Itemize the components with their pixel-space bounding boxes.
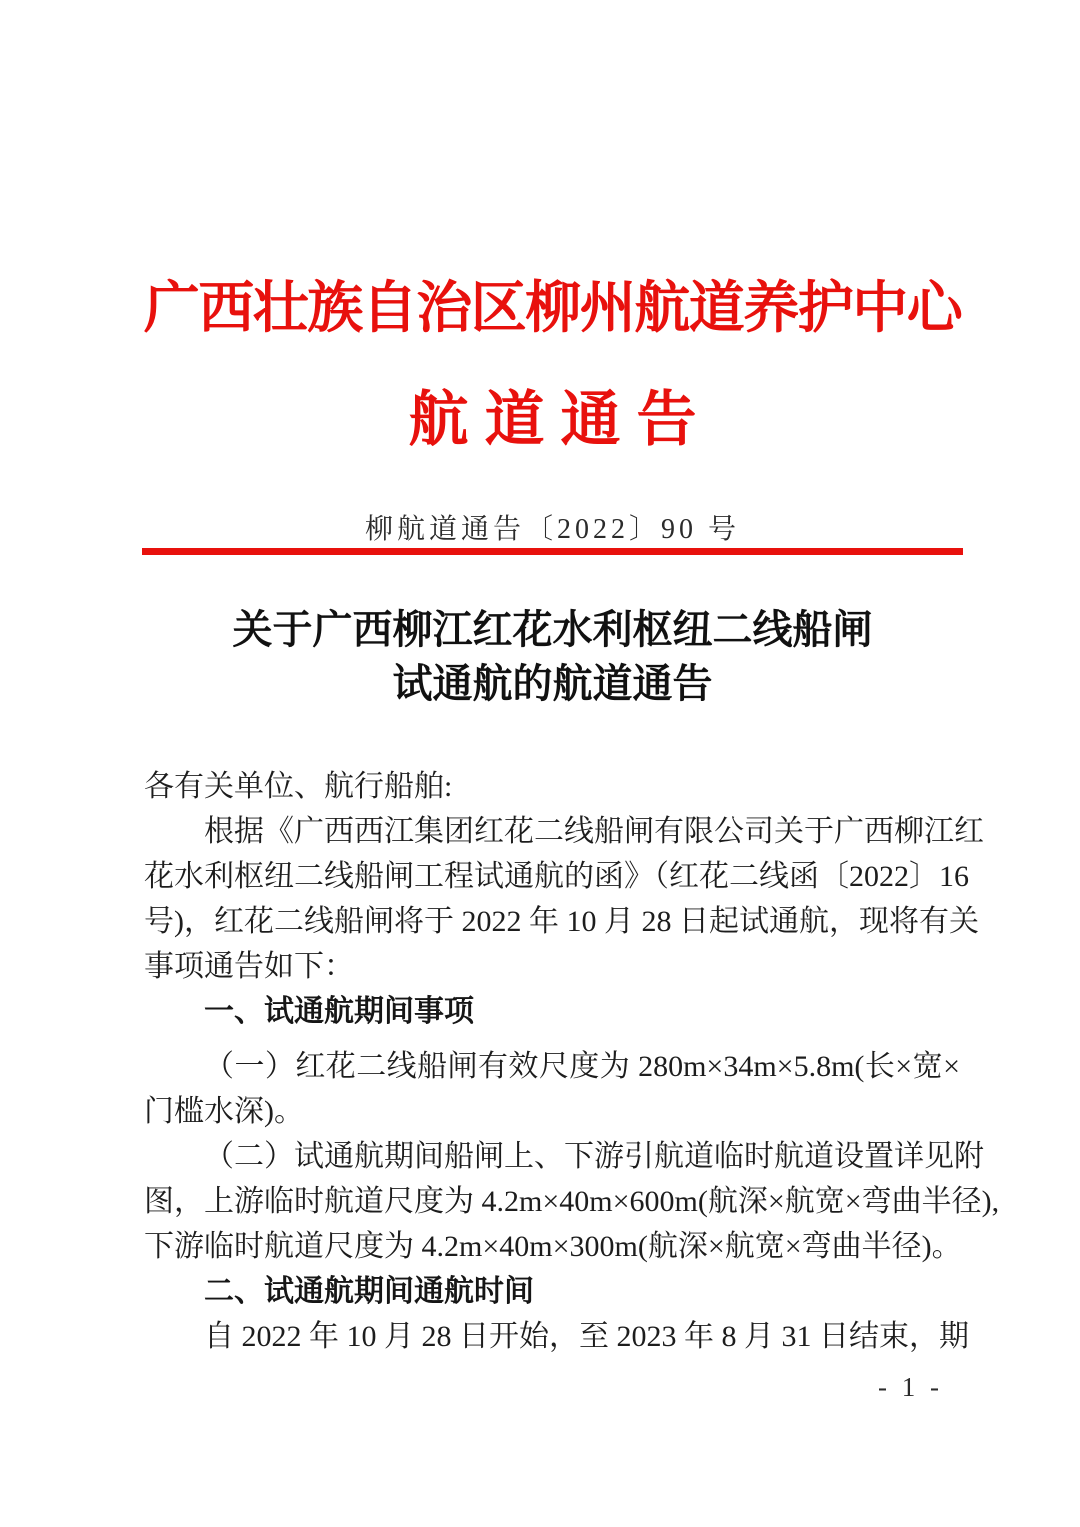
body-text-line: 各有关单位、航行船舶: (144, 770, 453, 803)
doc-number: 柳航道通告〔2022〕90 号 (364, 514, 740, 545)
doc-title (142, 603, 963, 711)
body-text-line: 事项通告如下： (144, 950, 354, 983)
body-text-line: 花水利枢纽二线船闸工程试通航的函》（红花二线函〔2022〕16 (144, 860, 969, 893)
body-text-line: 自 2022 年 10 月 28 日开始，至 2023 年 8 月 31 日结束，期 (204, 1320, 969, 1353)
red-divider-rule (142, 548, 963, 555)
body-text-line: 图，上游临时航道尺度为 4.2m×40m×600m(航深×航宽×弯曲半径), (144, 1185, 1000, 1218)
document-body (144, 764, 1000, 1359)
document-page (142, 0, 1000, 1527)
body-heading-line: 一、试通航期间事项 (204, 995, 474, 1028)
body-text-line: 下游临时航道尺度为 4.2m×40m×300m(航深×航宽×弯曲半径)。 (144, 1230, 962, 1263)
doc-title-line1: 关于广西柳江红花水利枢纽二线船闸 (232, 607, 873, 652)
org-title-line2: 航道通告 (408, 387, 713, 453)
body-text-line: 门槛水深)。 (144, 1095, 304, 1128)
body-heading-line: 二、试通航期间通航时间 (204, 1275, 534, 1308)
body-text-line: 根据《广西西江集团红花二线船闸有限公司关于广西柳江红 (204, 815, 984, 848)
body-text-line: （一）红花二线船闸有效尺度为 280m×34m×5.8m(长×宽× (204, 1050, 960, 1083)
body-text-line: 号)，红花二线船闸将于 2022 年 10 月 28 日起试通航，现将有关 (144, 905, 979, 938)
org-title-line1: 广西壮族自治区柳州航道养护中心 (143, 278, 962, 340)
page-number: - 1 - (878, 1372, 943, 1402)
body-text-line: （二）试通航期间船闸上、下游引航道临时航道设置详见附 (204, 1140, 984, 1173)
doc-title-line2: 试通航的航道通告 (392, 661, 713, 706)
